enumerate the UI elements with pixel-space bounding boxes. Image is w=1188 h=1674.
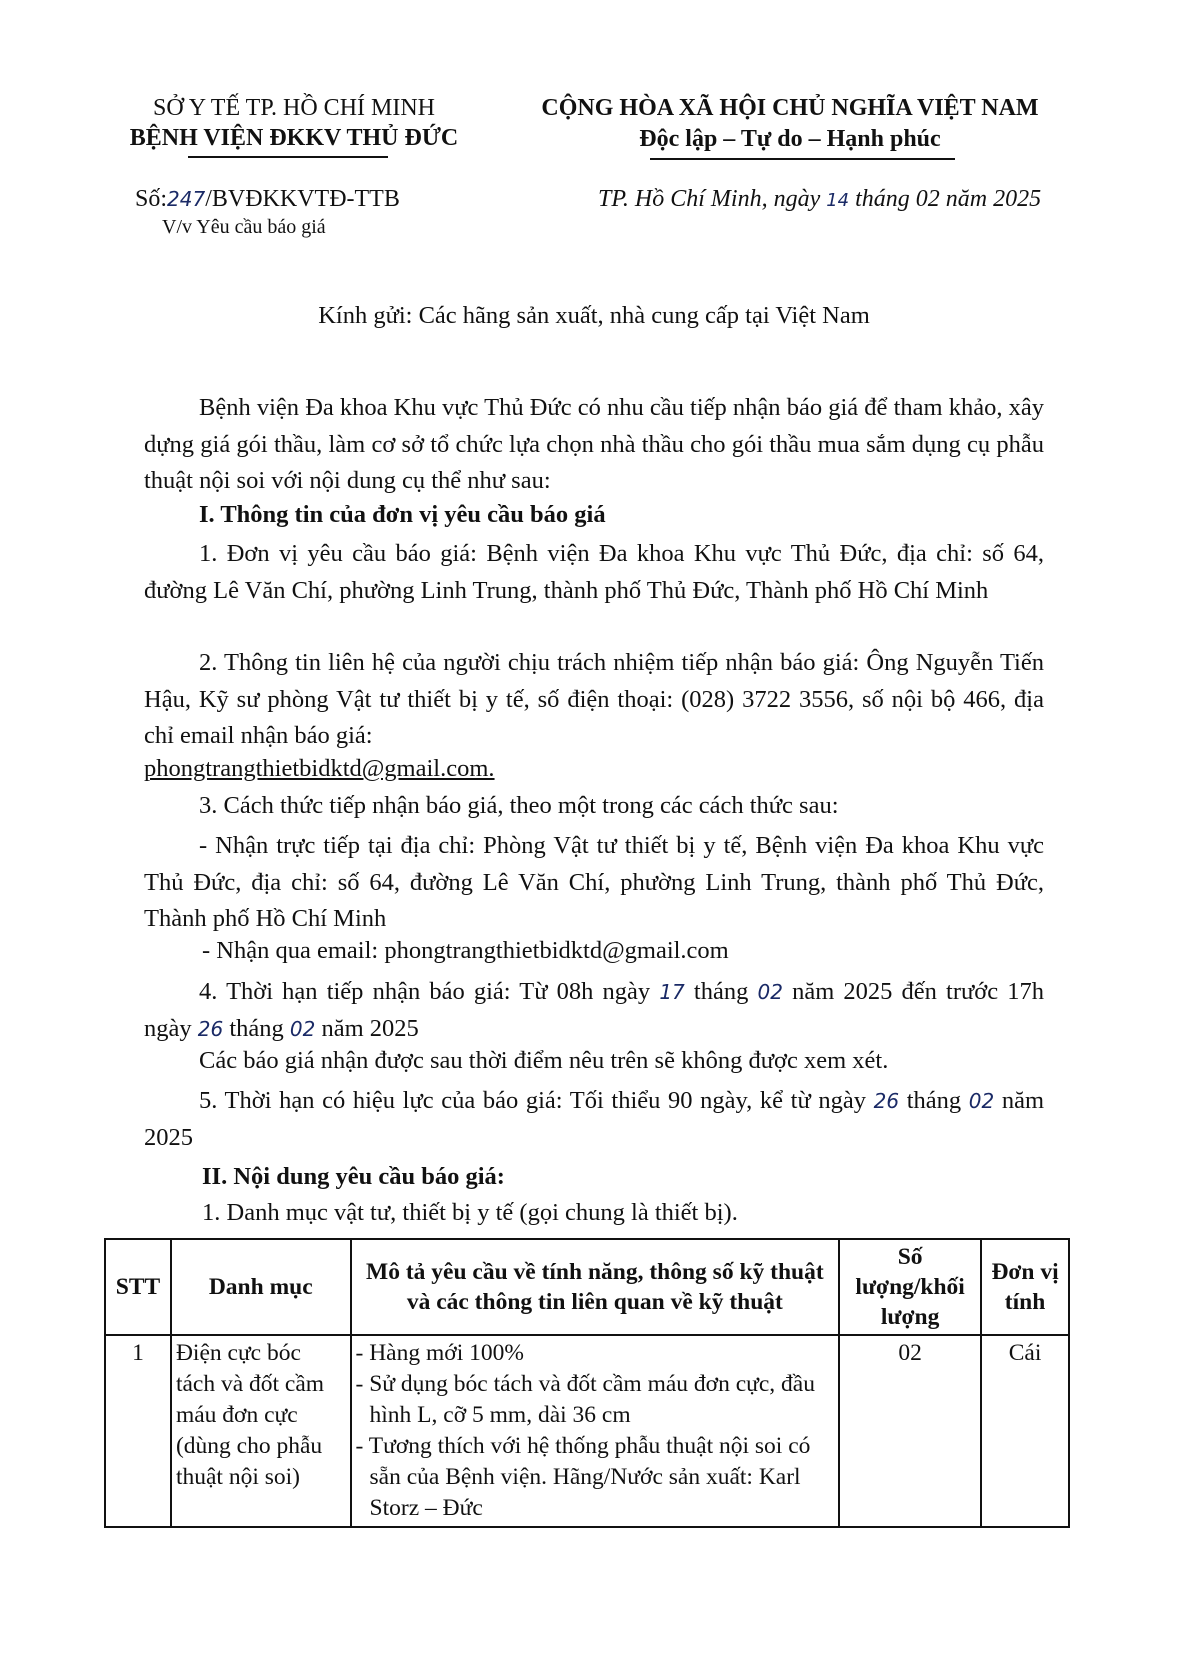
description-line: - Hàng mới 100% — [355, 1340, 524, 1366]
handwritten-validity-day: 26 — [873, 1089, 900, 1113]
row-unit: Cái — [981, 1335, 1069, 1527]
dept-name: SỞ Y TẾ TP. HỒ CHÍ MINH — [152, 95, 436, 121]
section-1-item-3: 3. Cách thức tiếp nhận báo giá, theo một trong các cách thức sau: — [199, 792, 839, 819]
intro-paragraph: Bệnh viện Đa khoa Khu vực Thủ Đức có nhu cầu tiếp nhận báo giá để tham khảo, xây dựng giá gói thầu, làm cơ sở tổ chức lựa chọn nhà thầu cho gói thầu mua sắm dụng cụ phẫu thuật nội soi với nội dung cụ thể như sau: — [144, 394, 1044, 494]
document-number: Số:247/BVĐKKVTĐ-TTB — [135, 186, 400, 212]
late-submission-note: Các báo giá nhận được sau thời điểm nêu trên sẽ không được xem xét. — [199, 1047, 889, 1074]
section-2-item-1: 1. Danh mục vật tư, thiết bị y tế (gọi chung là thiết bị). — [202, 1199, 738, 1226]
header-quantity: Số lượng/khối lượng — [839, 1239, 981, 1335]
handwritten-start-month: 02 — [757, 980, 783, 1004]
handwritten-start-day: 17 — [659, 980, 685, 1004]
equipment-table — [104, 1238, 1070, 1528]
contact-email-link[interactable]: phongtrangthietbidktd@gmail.com. — [144, 755, 495, 782]
header-description: Mô tả yêu cầu về tính năng, thông số kỹ thuật và các thông tin liên quan về kỹ thuật — [351, 1239, 840, 1335]
description-line: - Sử dụng bóc tách và đốt cầm máu đơn cực, đầu hình L, cỡ 5 mm, dài 36 cm — [355, 1371, 815, 1428]
handwritten-day: 14 — [826, 190, 850, 211]
handwritten-number: 247 — [167, 187, 206, 211]
header-stt: STT — [105, 1239, 171, 1335]
handwritten-end-day: 26 — [197, 1016, 224, 1041]
row-stt: 1 — [105, 1335, 171, 1527]
section-1-item-1: 1. Đơn vị yêu cầu báo giá: Bệnh viện Đa khoa Khu vực Thủ Đức, địa chỉ: số 64, đường Lê Văn Chí, phường Linh Trung, thành phố Thủ Đức, Thành phố Hồ Chí Minh — [144, 540, 1044, 604]
handwritten-validity-month: 02 — [968, 1089, 995, 1113]
national-title: CỘNG HÒA XÃ HỘI CHỦ NGHĨA VIỆT NAM — [541, 95, 1039, 121]
header-item: Danh mục — [171, 1239, 351, 1335]
table-header-row — [105, 1239, 1069, 1335]
document-date: TP. Hồ Chí Minh, ngày 14 tháng 02 năm 2025 — [598, 186, 1042, 212]
handwritten-end-month: 02 — [289, 1016, 316, 1041]
section-1-item-2: 2. Thông tin liên hệ của người chịu trách nhiệm tiếp nhận báo giá: Ông Nguyễn Tiến Hậu, Kỹ sư phòng Vật tư thiết bị y tế, số điện thoại: (028) 3722 3556, số nội bộ 466, địa chỉ email nhận báo giá: — [144, 649, 1044, 749]
section-2-title: II. Nội dung yêu cầu báo giá: — [202, 1163, 505, 1190]
national-motto-underline — [650, 158, 955, 160]
section-1-item-4: 4. Thời hạn tiếp nhận báo giá: Từ 08h ngày 17 tháng 02 năm 2025 đến trước 17h ngày 26 tháng 02 năm 2025 — [144, 978, 1045, 1042]
table-row — [105, 1335, 1069, 1527]
hospital-name: BỆNH VIỆN ĐKKV THỦ ĐỨC — [129, 125, 459, 151]
salutation: Kính gửi: Các hãng sản xuất, nhà cung cấp tại Việt Nam — [318, 302, 870, 329]
hospital-name-underline — [188, 156, 388, 158]
national-motto: Độc lập – Tự do – Hạnh phúc — [639, 126, 941, 152]
description-line: - Tương thích với hệ thống phẫu thuật nội soi có sẵn của Bệnh viện. Hãng/Nước sản xuất: Karl Storz – Đức — [355, 1433, 811, 1521]
section-1-item-3-email: - Nhận qua email: phongtrangthietbidktd@gmail.com — [202, 937, 729, 964]
document-subject: V/v Yêu cầu báo giá — [162, 216, 326, 238]
section-1-item-3-direct: - Nhận trực tiếp tại địa chỉ: Phòng Vật tư thiết bị y tế, Bệnh viện Đa khoa Khu vực Thủ Đức, địa chỉ: số 64, đường Lê Văn Chí, phường Linh Trung, thành phố Thủ Đức, Thành phố Hồ Chí Minh — [144, 832, 1044, 932]
row-item-name: Điện cực bóc tách và đốt cầm máu đơn cực (dùng cho phẫu thuật nội soi) — [171, 1335, 351, 1527]
section-1-item-5: 5. Thời hạn có hiệu lực của báo giá: Tối thiểu 90 ngày, kể từ ngày 26 tháng 02 năm 2025 — [144, 1087, 1045, 1151]
row-description — [351, 1335, 840, 1527]
header-unit: Đơn vị tính — [981, 1239, 1069, 1335]
row-quantity: 02 — [839, 1335, 981, 1527]
section-1-title: I. Thông tin của đơn vị yêu cầu báo giá — [199, 501, 606, 528]
